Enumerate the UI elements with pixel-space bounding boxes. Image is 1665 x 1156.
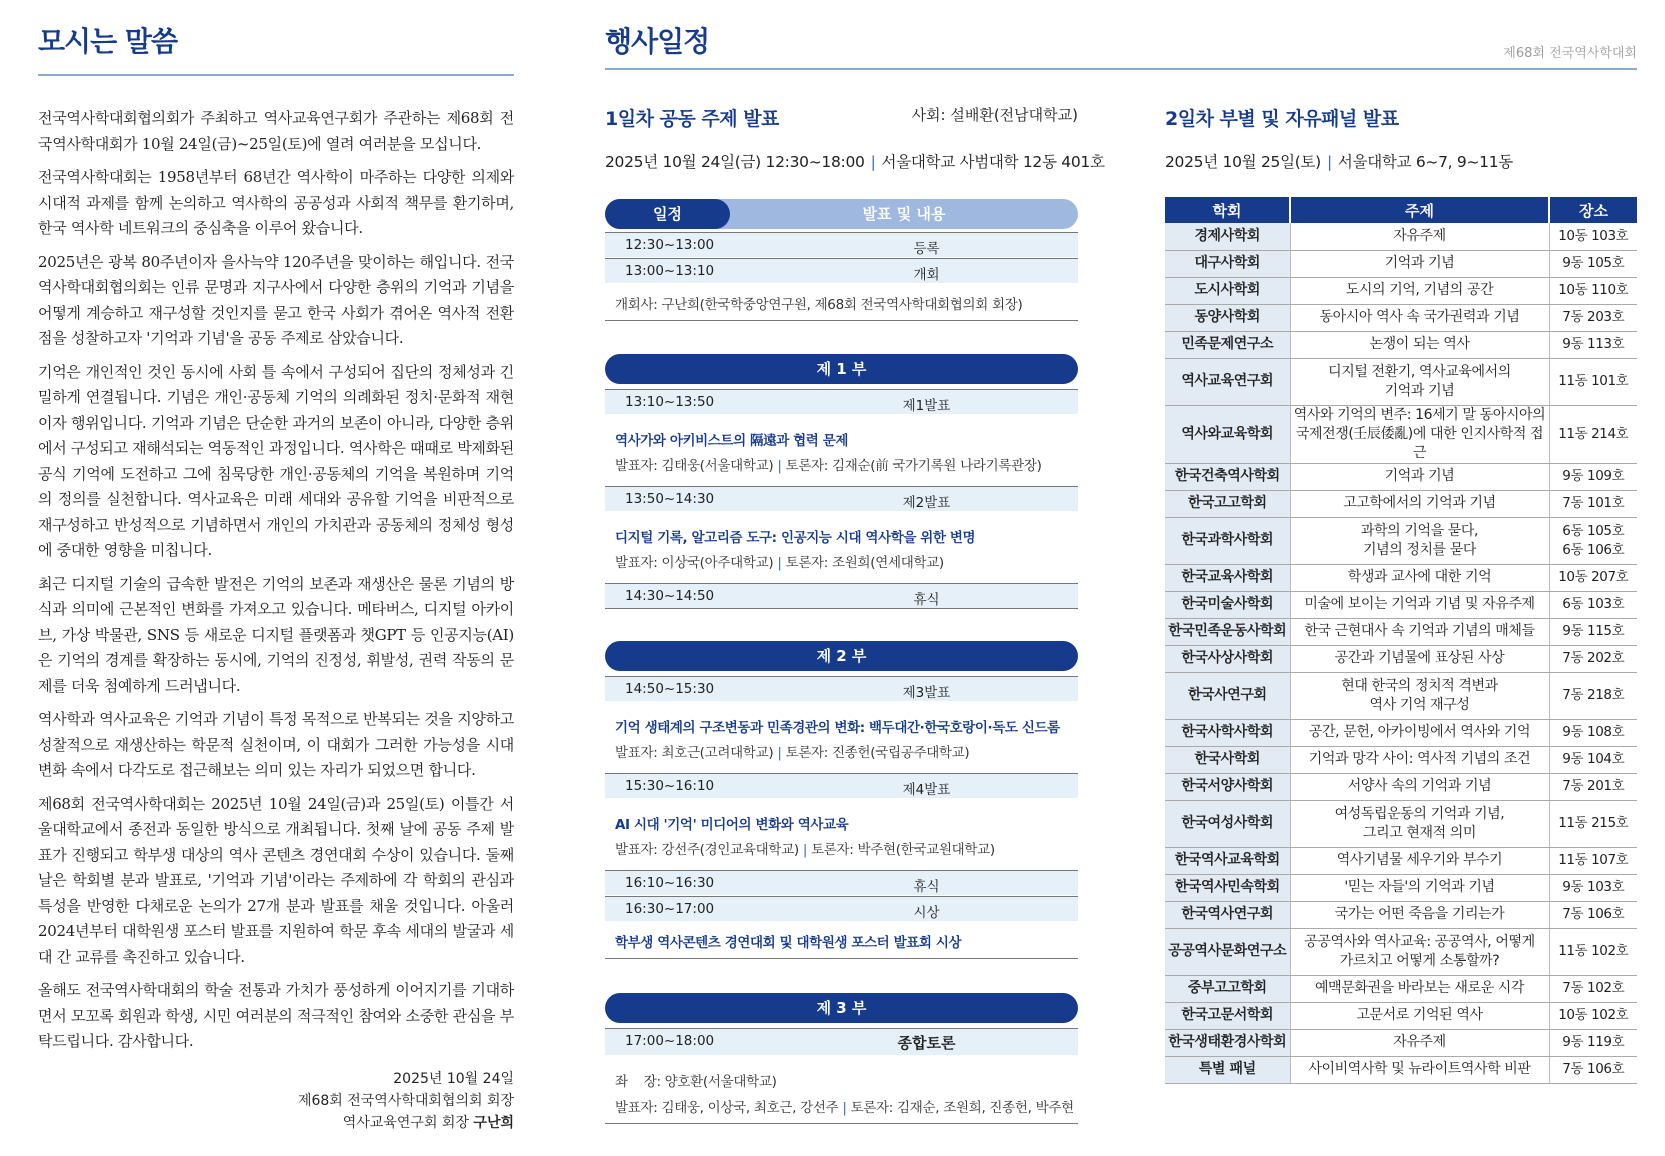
table-row (1165, 463, 1637, 490)
topic-cell: 공간과 기념물에 표상된 사상 (1290, 645, 1549, 672)
topic-cell: 현대 한국의 정치적 격변과 역사 기억 재구성 (1290, 672, 1549, 719)
divider (605, 958, 1078, 959)
society-cell: 공공역사문화연구소 (1165, 928, 1290, 975)
society-cell: 한국사학사학회 (1165, 719, 1290, 746)
place-cell: 7동 106호 (1549, 1056, 1637, 1083)
presentation-topic: 디지털 기록, 알고리즘 도구: 인공지능 시대 역사학을 위한 변명 (615, 530, 976, 546)
presenter: 발표자: 김태웅(서울대학교) (615, 458, 774, 474)
topic-cell: 미술에 보이는 기억과 기념 및 자유주제 (1290, 591, 1549, 618)
table-row (1165, 847, 1637, 874)
place-cell: 7동 203호 (1549, 304, 1637, 331)
place-cell: 9동 105호 (1549, 250, 1637, 277)
topic-cell: 공공역사와 역사교육: 공공역사, 어떻게 가르치고 어떻게 소통할까? (1290, 928, 1549, 975)
topic-cell: '믿는 자들'의 기억과 기념 (1290, 874, 1549, 901)
sessions-body (1165, 223, 1637, 1083)
header-time: 일정 (605, 199, 730, 229)
society-cell: 한국역사민속학회 (1165, 874, 1290, 901)
table-row (1165, 928, 1637, 975)
society-cell: 한국생태환경사학회 (1165, 1029, 1290, 1056)
topic-cell: 여성독립운동의 기억과 기념, 그리고 현재적 의미 (1290, 800, 1549, 847)
topic-cell: 기억과 망각 사이: 역사적 기념의 조건 (1290, 746, 1549, 773)
topic-cell: 기억과 기념 (1290, 250, 1549, 277)
table-row (1165, 901, 1637, 928)
welcome-title: 모시는 말씀 (38, 20, 514, 76)
separator: | (777, 458, 782, 474)
presentation-people (615, 838, 995, 858)
day2-date: 2025년 10월 25일(토) (1165, 153, 1321, 171)
society-cell: 한국과학사학회 (1165, 517, 1290, 564)
welcome-paragraph: 전국역사학대회는 1958년부터 68년간 역사학이 마주하는 다양한 의제와 시대적 과제를 함께 논의하고 역사학의 공공성과 사회적 책무를 환기하며, 한국 역사학 네트워크의 중심축을 이루어 왔습니다. (38, 168, 514, 237)
row-label: 휴식 (913, 592, 940, 608)
society-cell: 한국역사교육학회 (1165, 847, 1290, 874)
divider (605, 320, 1078, 321)
separator: | (1326, 153, 1332, 171)
presentation-people (615, 741, 969, 761)
society-cell: 동양사학회 (1165, 304, 1290, 331)
welcome-paragraph: 전국역사학대회협의회가 주최하고 역사교육연구회가 주관하는 제68회 전국역사학대회가 10월 24일(금)~25일(토)에 열려 여러분을 모십니다. (38, 109, 514, 153)
signature (38, 1068, 514, 1134)
schedule-row (605, 232, 1078, 257)
place-cell: 10동 103호 (1549, 223, 1637, 250)
place-cell: 9동 103호 (1549, 874, 1637, 901)
welcome-paragraph: 2025년은 광복 80주년이자 을사늑약 120주년을 맞이하는 해입니다. 전국역사학대회협의회는 인류 문명과 지구사에서 다양한 층위의 기억과 기념을 어떻게 계승하고 재구성할 것인지를 묻고 한국 사회가 겪어온 역사적 전환점을 성찰하고자 '기억과 기념'을 공동 주제로 삼았습니다. (38, 252, 514, 347)
presentation-topic: AI 시대 '기억' 미디어의 변화와 역사교육 (615, 817, 849, 833)
signature-date: 2025년 10월 24일 (393, 1071, 514, 1087)
place-cell: 6동 105호 6동 106호 (1549, 517, 1637, 564)
row-label: 등록 (913, 241, 940, 257)
separator: | (777, 555, 782, 571)
col-header-place: 장소 (1549, 197, 1637, 223)
presentation-topic: 역사가와 아키비스트의 隔遠과 협력 문제 (615, 433, 849, 449)
welcome-paragraph: 제68회 전국역사학대회는 2025년 10월 24일(금)과 25일(토) 이틀간 서울대학교에서 종전과 동일한 방식으로 개최됩니다. 첫째 날에 공동 주제 발표가 진행되고 학부생 대상의 역사 콘텐츠 경연대회 수상이 있습니다. 둘째 날은 학회별 분과 발표로, '기억과 기념'이라는 주제하에 각 학회의 관심과 특성을 반영한 다채로운 논의가 27개 분과 발표를 채울 것입니다. 아울러 2024년부터 대학원생 포스터 발표를 지원하여 학문 후속 세대의 발굴과 세대 간 교류를 촉진하고 있습니다. (38, 794, 514, 966)
schedule-row (605, 676, 1078, 701)
signature-line1: 제68회 전국역사학대회협의회 회장 (297, 1093, 514, 1109)
signature-name: 구난희 (473, 1115, 514, 1131)
presentation-people (615, 454, 1042, 474)
place-cell: 10동 102호 (1549, 1002, 1637, 1029)
table-row (1165, 250, 1637, 277)
topic-cell: 동아시아 역사 속 국가권력과 기념 (1290, 304, 1549, 331)
table-header-row (1165, 197, 1637, 223)
table-row (1165, 517, 1637, 564)
place-cell: 11동 215호 (1549, 800, 1637, 847)
society-cell: 역사교육연구회 (1165, 358, 1290, 405)
row-label: 시상 (913, 905, 940, 921)
society-cell: 한국민족운동사학회 (1165, 618, 1290, 645)
place-cell: 9동 108호 (1549, 719, 1637, 746)
topic-cell: 학생과 교사에 대한 기억 (1290, 564, 1549, 591)
topic-cell: 역사와 기억의 변주: 16세기 말 동아시아의 국제전쟁(壬辰倭亂)에 대한 인지사학적 접근 (1290, 405, 1549, 463)
table-row (1165, 591, 1637, 618)
row-time: 16:10~16:30 (625, 875, 715, 891)
welcome-paragraph: 역사학과 역사교육은 기억과 기념이 특정 목적으로 반복되는 것을 지양하고 성찰적으로 재생산하는 학문적 실천이며, 이 대회가 그러한 가능성을 시대 변화 속에서 다각도로 접근해보는 의미 있는 자리가 되었으면 합니다. (38, 710, 514, 779)
welcome-paragraph: 최근 디지털 기술의 급속한 발전은 기억의 보존과 재생산은 물론 기념의 방식과 의미에 근본적인 변화를 가져오고 있습니다. 메타버스, 디지털 아카이브, 가상 박물관, SNS 등 새로운 디지털 플랫폼과 챗GPT 등 인공지능(AI)은 기억의 경계를 확장하는 동시에, 기억의 진정성, 휘발성, 권력 작동의 문제를 더욱 첨예하게 드러냅니다. (38, 574, 514, 695)
separator: | (842, 1100, 847, 1116)
society-cell: 도시사학회 (1165, 277, 1290, 304)
day2-venue: 서울대학교 6~7, 9~11동 (1337, 153, 1513, 171)
welcome-paragraph: 기억은 개인적인 것인 동시에 사회 틀 속에서 구성되어 집단의 정체성과 긴밀하게 연결됩니다. 기념은 개인·공동체 기억의 의례화된 정치·문화적 재현이자 행위입니다. 기억과 기념은 단순한 과거의 보존이 아니라, 다양한 층위에서 구성되고 재해석되는 역동적인 과정입니다. 역사학은 때때로 박제화된 공식 기억에 도전하고 그에 침묵당한 개인·공동체의 기억을 복원하며 기억의 정의를 실천합니다. 역사교육은 미래 세대와 공유할 기억을 비판적으로 재구성하고 반성적으로 기념하면서 개인의 가치관과 공동체의 정체성 형성에 중대한 영향을 미칩니다. (38, 362, 514, 559)
row-label: 제2발표 (902, 495, 951, 511)
table-row (1165, 1029, 1637, 1056)
row-label: 종합토론 (897, 1034, 956, 1052)
col-header-topic: 주제 (1290, 197, 1549, 223)
schedule-row (605, 258, 1078, 283)
separator: | (777, 745, 782, 761)
society-cell: 한국교육사학회 (1165, 564, 1290, 591)
table-row (1165, 773, 1637, 800)
table-row (1165, 618, 1637, 645)
topic-cell: 국가는 어떤 죽음을 기리는가 (1290, 901, 1549, 928)
place-cell: 9동 104호 (1549, 746, 1637, 773)
place-cell: 10동 110호 (1549, 277, 1637, 304)
day2-dateline (1165, 150, 1513, 172)
place-cell: 7동 218호 (1549, 672, 1637, 719)
row-time: 16:30~17:00 (625, 901, 715, 917)
topic-cell: 고고학에서의 기억과 기념 (1290, 490, 1549, 517)
table-row (1165, 975, 1637, 1002)
edition-label: 제68회 전국역사학대회 (1503, 46, 1637, 61)
discussant: 토론자: 김재순(前 국가기록원 나라기록관장) (785, 458, 1042, 474)
place-cell: 7동 106호 (1549, 901, 1637, 928)
presentation-people (615, 551, 944, 571)
table-row (1165, 874, 1637, 901)
header-content: 발표 및 내용 (862, 205, 946, 223)
topic-cell: 자유주제 (1290, 1029, 1549, 1056)
part3-label: 제 3 부 (605, 993, 1078, 1023)
day1-dateline (605, 150, 1105, 172)
society-cell: 한국사연구회 (1165, 672, 1290, 719)
place-cell: 11동 214호 (1549, 405, 1637, 463)
schedule-row (605, 1028, 1078, 1055)
welcome-section (38, 20, 514, 1063)
place-cell: 9동 113호 (1549, 331, 1637, 358)
topic-cell: 역사기념물 세우기와 부수기 (1290, 847, 1549, 874)
table-row (1165, 277, 1637, 304)
topic-cell: 사이비역사학 및 뉴라이트역사학 비판 (1290, 1056, 1549, 1083)
place-cell: 9동 119호 (1549, 1029, 1637, 1056)
day1-title: 1일차 공동 주제 발표 (605, 108, 779, 130)
society-cell: 중부고고학회 (1165, 975, 1290, 1002)
award-note: 학부생 역사콘텐츠 경연대회 및 대학원생 포스터 발표회 시상 (615, 935, 962, 951)
row-label: 제4발표 (902, 782, 951, 798)
divider (605, 608, 1078, 609)
signature-role: 역사교육연구회 회장 (342, 1115, 469, 1131)
welcome-body (38, 106, 514, 1055)
place-cell: 7동 202호 (1549, 645, 1637, 672)
part1-label: 제 1 부 (605, 354, 1078, 384)
table-row (1165, 358, 1637, 405)
table-row (1165, 800, 1637, 847)
topic-cell: 논쟁이 되는 역사 (1290, 331, 1549, 358)
discussant: 토론자: 진종헌(국립공주대학교) (785, 745, 970, 761)
place-cell: 7동 102호 (1549, 975, 1637, 1002)
presenter: 발표자: 최호근(고려대학교) (615, 745, 774, 761)
day1-moderator: 사회: 설배환(전남대학교) (911, 106, 1078, 124)
schedule-row (605, 389, 1078, 414)
society-cell: 특별 패널 (1165, 1056, 1290, 1083)
society-cell: 한국고고학회 (1165, 490, 1290, 517)
discussants: 토론자: 김재순, 조원희, 진종헌, 박주현 (850, 1100, 1074, 1116)
schedule-row (605, 896, 1078, 921)
society-cell: 한국사상사학회 (1165, 645, 1290, 672)
day1-date: 2025년 10월 24일(금) 12:30~18:00 (605, 153, 865, 171)
place-cell: 6동 103호 (1549, 591, 1637, 618)
table-row (1165, 564, 1637, 591)
signature-line2 (38, 1112, 514, 1134)
presenter: 발표자: 강선주(경인교육대학교) (615, 842, 799, 858)
welcome-paragraph: 올해도 전국역사학대회의 학술 전통과 가치가 풍성하게 이어지기를 기대하면서 모꼬록 회원과 학생, 시민 여러분의 적극적인 참여와 소중한 관심을 부탁드립니다. 감사합니다. (38, 981, 514, 1050)
table-row (1165, 746, 1637, 773)
row-time: 17:00~18:00 (625, 1033, 715, 1049)
place-cell: 11동 102호 (1549, 928, 1637, 975)
schedule-row (605, 773, 1078, 798)
discussant: 토론자: 박주현(한국교원대학교) (811, 842, 995, 858)
place-cell: 11동 107호 (1549, 847, 1637, 874)
row-label: 개회 (913, 267, 940, 283)
society-cell: 민족문제연구소 (1165, 331, 1290, 358)
table-row (1165, 645, 1637, 672)
final-people (615, 1096, 1074, 1116)
schedule-row (605, 486, 1078, 511)
col-header-society: 학회 (1165, 197, 1290, 223)
row-time: 14:50~15:30 (625, 681, 715, 697)
row-time: 13:00~13:10 (625, 263, 715, 279)
day1-title-row (605, 104, 1078, 130)
topic-cell: 공간, 문헌, 아카이빙에서 역사와 기억 (1290, 719, 1549, 746)
opening-note: 개회사: 구난희(한국학중앙연구원, 제68회 전국역사학대회협의회 회장) (615, 297, 1023, 313)
place-cell: 9동 115호 (1549, 618, 1637, 645)
presentation-topic: 기억 생태계의 구조변동과 민족경관의 변화: 백두대간·한국호랑이·독도 신드롬 (615, 720, 1060, 736)
table-row (1165, 331, 1637, 358)
society-cell: 한국서양사학회 (1165, 773, 1290, 800)
table-row (1165, 490, 1637, 517)
topic-cell: 도시의 기억, 기념의 공간 (1290, 277, 1549, 304)
separator: | (802, 842, 808, 858)
topic-cell: 예맥문화권을 바라보는 새로운 시각 (1290, 975, 1549, 1002)
schedule-header (605, 20, 1637, 70)
part2-label: 제 2 부 (605, 641, 1078, 671)
schedule-row (605, 583, 1078, 608)
row-time: 13:50~14:30 (625, 491, 715, 507)
table-row (1165, 1056, 1637, 1083)
society-cell: 한국건축역사학회 (1165, 463, 1290, 490)
row-time: 13:10~13:50 (625, 394, 715, 410)
topic-cell: 자유주제 (1290, 223, 1549, 250)
society-cell: 역사와교육학회 (1165, 405, 1290, 463)
topic-cell: 서양사 속의 기억과 기념 (1290, 773, 1549, 800)
society-cell: 한국고문서학회 (1165, 1002, 1290, 1029)
presenter: 발표자: 이상국(아주대학교) (615, 555, 774, 571)
row-time: 15:30~16:10 (625, 778, 715, 794)
table-row (1165, 1002, 1637, 1029)
discussant: 토론자: 조원희(연세대학교) (785, 555, 944, 571)
day1-venue: 서울대학교 사범대학 12동 401호 (881, 153, 1105, 171)
topic-cell: 디지털 전환기, 역사교육에서의 기억과 기념 (1290, 358, 1549, 405)
table-row (1165, 304, 1637, 331)
place-cell: 7동 101호 (1549, 490, 1637, 517)
row-label: 제1발표 (902, 398, 951, 414)
chair: 좌 장: 양호환(서울대학교) (615, 1074, 777, 1090)
topic-cell: 고문서로 기억된 역사 (1290, 1002, 1549, 1029)
row-label: 제3발표 (902, 685, 951, 701)
schedule-row (605, 870, 1078, 895)
table-row (1165, 223, 1637, 250)
place-cell: 9동 109호 (1549, 463, 1637, 490)
table-row (1165, 672, 1637, 719)
topic-cell: 기억과 기념 (1290, 463, 1549, 490)
table-row (1165, 405, 1637, 463)
place-cell: 7동 201호 (1549, 773, 1637, 800)
divider (605, 1123, 1078, 1124)
society-cell: 경제사학회 (1165, 223, 1290, 250)
society-cell: 한국역사연구회 (1165, 901, 1290, 928)
place-cell: 10동 207호 (1549, 564, 1637, 591)
topic-cell: 과학의 기억을 묻다, 기념의 정치를 묻다 (1290, 517, 1549, 564)
table-row (1165, 719, 1637, 746)
society-cell: 한국여성사학회 (1165, 800, 1290, 847)
row-time: 12:30~13:00 (625, 237, 715, 253)
row-time: 14:30~14:50 (625, 588, 715, 604)
society-cell: 한국사학회 (1165, 746, 1290, 773)
society-cell: 한국미술사학회 (1165, 591, 1290, 618)
schedule-table-header (605, 199, 1078, 229)
sessions-table (1165, 197, 1637, 1084)
separator: | (870, 153, 876, 171)
row-label: 휴식 (913, 879, 940, 895)
place-cell: 11동 101호 (1549, 358, 1637, 405)
topic-cell: 한국 근현대사 속 기억과 기념의 매체들 (1290, 618, 1549, 645)
day2-title: 2일차 부별 및 자유패널 발표 (1165, 108, 1399, 130)
presenters: 발표자: 김태웅, 이상국, 최호근, 강선주 (615, 1100, 839, 1116)
society-cell: 대구사학회 (1165, 250, 1290, 277)
schedule-title: 행사일정 (605, 25, 710, 58)
